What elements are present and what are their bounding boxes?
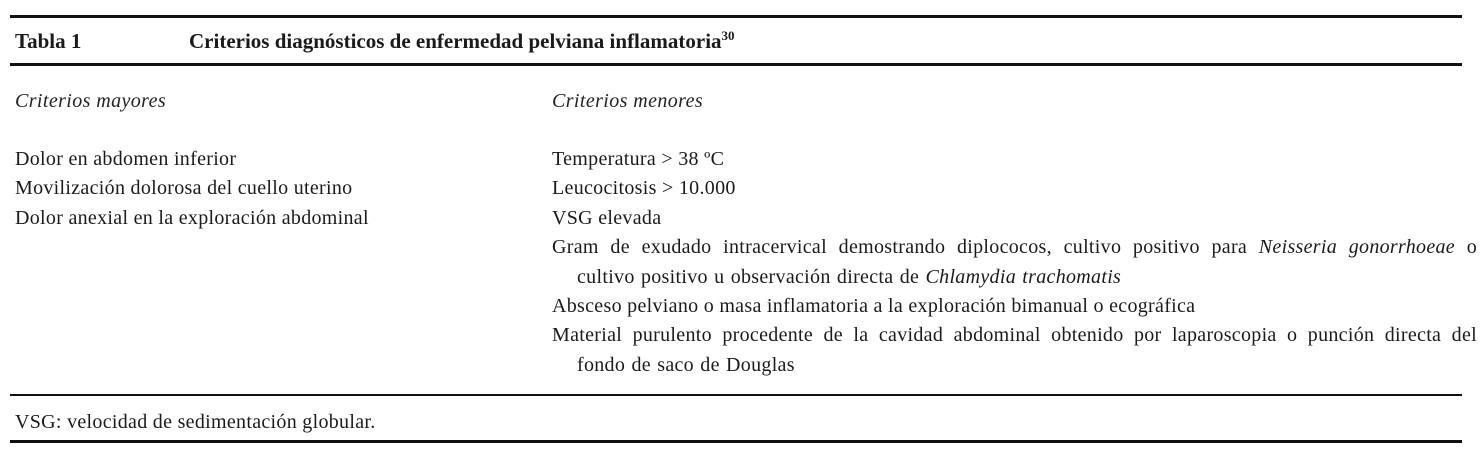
major-criteria-list [15,145,535,233]
body-rule [10,394,1462,396]
major-criterion: Movilización dolorosa del cuello uterino [15,177,353,200]
table-footnote: VSG: velocidad de sedimentación globular. [15,411,376,433]
minor-criterion-purulent: Material purulento procedente de la cavidad abdominal obtenido por laparoscopia o punción directa del fondo de saco de Douglas [552,324,1477,376]
header-rule [10,63,1462,66]
gram-text-b: o cultivo positivo u observación directa de [577,236,1477,288]
minor-criterion-gram [552,233,1477,292]
table-bottom-rule [10,440,1462,443]
table-label: Tabla 1 [15,29,82,53]
minor-criterion-leukocytosis: Leucocitosis > 10.000 [552,177,736,200]
table-title [189,27,735,55]
table-top-rule [10,15,1462,18]
minor-criterion-esr: VSG elevada [552,206,662,229]
column-header-major: Criterios mayores [15,90,167,112]
table-title-text: Criterios diagnósticos de enfermedad pelviana inflamatoria [189,29,722,53]
organism-neisseria: Neisseria gonorrhoeae [1258,236,1455,259]
minor-criterion-temperature: Temperatura > 38 ºC [552,148,725,170]
major-criterion: Dolor en abdomen inferior [15,148,237,170]
minor-criterion-abscess: Absceso pelviano o masa inflamatoria a la exploración bimanual o ecográfica [552,295,1196,318]
major-criterion: Dolor anexial en la exploración abdominal [15,206,369,229]
organism-chlamydia: Chlamydia trachomatis [925,265,1122,288]
gram-text-a: Gram de exudado intracervical demostrando diplococos, cultivo positivo para [552,236,1259,259]
column-header-minor: Criterios menores [552,90,704,112]
reference-superscript: 30 [721,28,735,43]
minor-criteria-list [552,145,1477,380]
